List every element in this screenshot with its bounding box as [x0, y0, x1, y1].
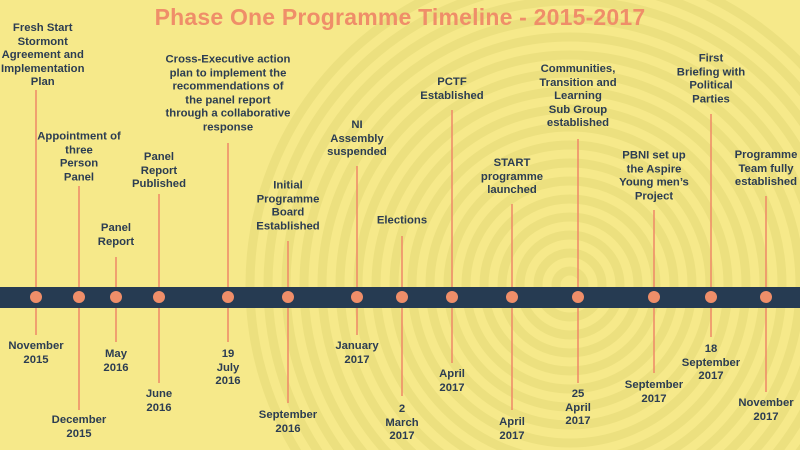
event-label: Elections: [376, 214, 428, 227]
date-label: January 2017: [335, 340, 379, 366]
date-label: November 2015: [8, 340, 64, 366]
event-label: First Briefing with Political Parties: [676, 52, 746, 106]
timeline-dot: [351, 291, 363, 303]
event-label: Communities, Transition and Learning Sub Group established: [539, 63, 617, 130]
page-title: Phase One Programme Timeline - 2015-2017: [154, 4, 646, 30]
date-label: 2 March 2017: [385, 403, 419, 443]
event-label: Fresh Start Stormont Agreement and Implementation Plan: [0, 22, 85, 89]
timeline-dot: [73, 291, 85, 303]
date-label: April 2017: [439, 368, 465, 394]
date-label: December 2015: [51, 414, 107, 440]
date-label: 19 July 2016: [215, 348, 241, 388]
ring-decoration: [484, 199, 656, 371]
timeline-dot: [705, 291, 717, 303]
event-label: Cross-Executive action plan to implement the recommendations of the panel report through a collaborative response: [165, 53, 291, 134]
event-label: Programme Team fully established: [734, 149, 798, 189]
event-label: PBNI set up the Aspire Young men’s Project: [619, 149, 689, 203]
timeline-dot: [506, 291, 518, 303]
timeline-dot: [648, 291, 660, 303]
event-label: PCTF Established: [420, 75, 484, 102]
date-label: May 2016: [103, 348, 129, 374]
ring-decoration: [466, 181, 674, 389]
event-label: START programme launched: [480, 157, 544, 197]
date-label: April 2017: [499, 416, 525, 442]
timeline-dot: [572, 291, 584, 303]
date-label: November 2017: [738, 397, 794, 423]
event-label: Panel Report: [97, 221, 135, 248]
date-label: June 2016: [145, 388, 173, 414]
event-label: Initial Programme Board Established: [256, 179, 320, 233]
timeline-dot: [30, 291, 42, 303]
date-label: September 2017: [624, 379, 684, 405]
date-label: 18 September 2017: [681, 343, 741, 383]
date-label: 25 April 2017: [565, 388, 591, 428]
timeline-dot: [446, 291, 458, 303]
date-label: September 2016: [258, 409, 318, 435]
timeline-dot: [396, 291, 408, 303]
event-label: Appointment of three Person Panel: [37, 130, 121, 184]
timeline-dot: [110, 291, 122, 303]
event-label: NI Assembly suspended: [327, 119, 387, 159]
timeline-dot: [760, 291, 772, 303]
timeline-dot: [282, 291, 294, 303]
event-label: Panel Report Published: [132, 151, 186, 191]
timeline-dot: [153, 291, 165, 303]
timeline-dot: [222, 291, 234, 303]
